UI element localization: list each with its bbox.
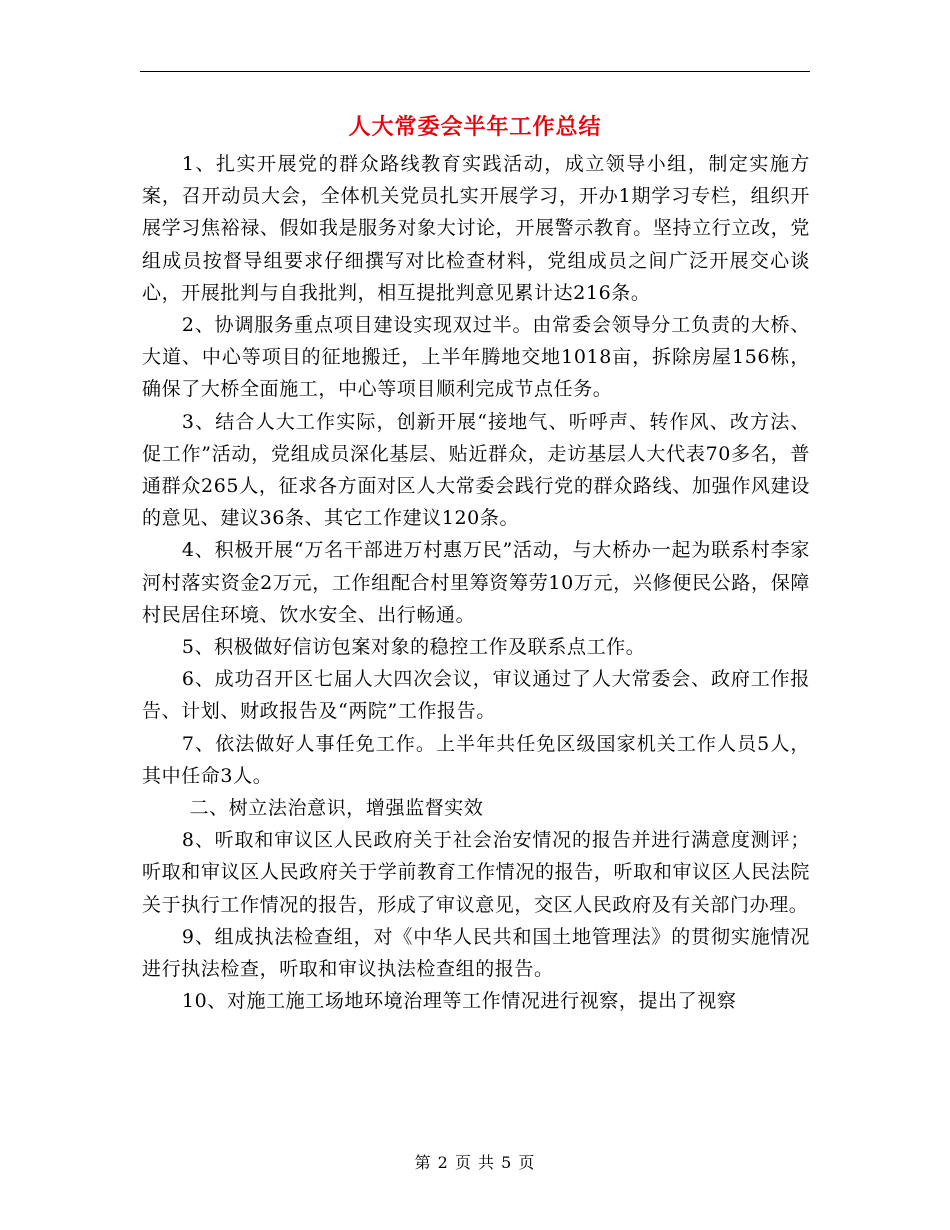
header-rule [140,71,810,72]
paragraph-3: 3、结合人大工作实际，创新开展“接地气、听呼声、转作风、改方法、促工作”活动，党组成员深化基层、贴近群众，走访基层人大代表70多名，普通群众265人，征求各方面对区人大常委会践行党的群众路线、加强作风建设的意见、建议36条、其它工作建议120条。 [142,410,810,530]
paragraph-2: 2、协调服务重点项目建设实现双过半。由常委会领导分工负责的大桥、大道、中心等项目的征地搬迁，上半年腾地交地1018亩，拆除房屋156栋，确保了大桥全面施工，中心等项目顺利完成节点任务。 [142,314,810,401]
paragraph-5: 5、积极做好信访包案对象的稳控工作及联系点工作。 [181,636,646,659]
section-heading-2: 二、树立法治意识，增强监督实效 [189,797,484,820]
paragraph-7: 7、依法做好人事任免工作。上半年共任免区级国家机关工作人员5人，其中任命3人。 [142,732,810,787]
paragraph-9: 9、组成执法检查组，对《中华人民共和国土地管理法》的贯彻实施情况进行执法检查，听取和审议执法检查组的报告。 [142,925,810,981]
paragraph-4: 4、积极开展“万名干部进万村惠万民”活动，与大桥办一起为联系村李家河村落实资金2万元，工作组配合村里筹资筹劳10万元，兴修便民公路，保障村民居住环境、饮水安全、出行畅通。 [142,539,810,626]
page-footer [140,1152,810,1174]
paragraph-6: 6、成功召开区七届人大四次会议，审议通过了人大常委会、政府工作报告、计划、财政报告及“两院”工作报告。 [142,668,810,723]
document-title: 人大常委会半年工作总结 [348,114,602,140]
page-number-label: 第 2 页 共 5 页 [414,1153,536,1172]
document-body [142,148,810,1017]
paragraph-8: 8、听取和审议区人民政府关于社会治安情况的报告并进行满意度测评；听取和审议区人民政府关于学前教育工作情况的报告，听取和审议区人民法院关于执行工作情况的报告，形成了审议意见，交区人民政府及有关部门办理。 [142,829,810,916]
paragraph-10: 10、对施工施工场地环境治理等工作情况进行视察，提出了视察 [181,990,737,1013]
paragraph-1: 1、扎实开展党的群众路线教育实践活动，成立领导小组，制定实施方案，召开动员大会，全体机关党员扎实开展学习，开办1期学习专栏，组织开展学习焦裕禄、假如我是服务对象大讨论，开展警示教育。坚持立行立改，党组成员按督导组要求仔细撰写对比检查材料，党组成员之间广泛开展交心谈心，开展批判与自我批判，相互提批判意见累计达216条。 [142,153,810,304]
